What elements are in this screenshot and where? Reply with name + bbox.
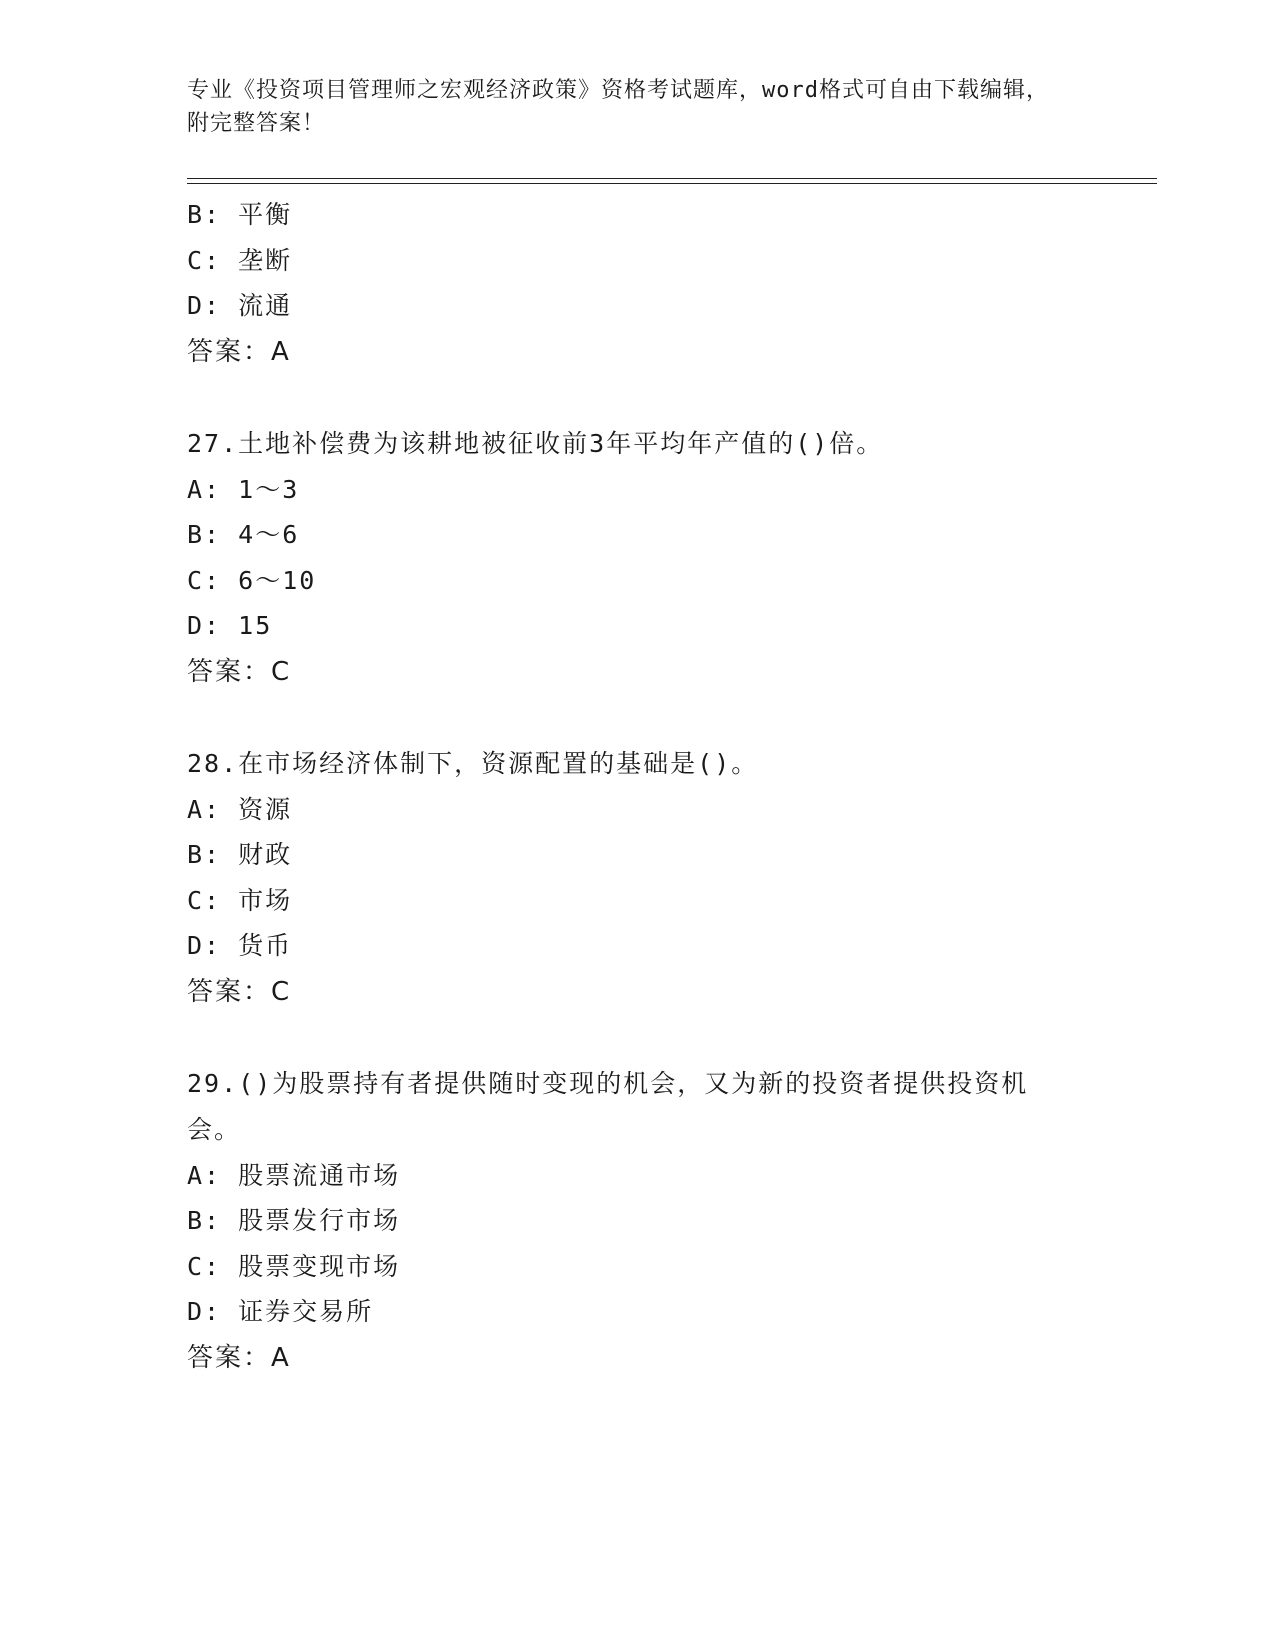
document-header <box>187 74 1067 140</box>
option-b: B: 财政 <box>187 840 293 869</box>
question-29 <box>187 1061 1087 1381</box>
option-c: C: 6～10 <box>187 565 317 595</box>
option-b: B: 平衡 <box>187 200 293 229</box>
spacer <box>187 1015 1087 1061</box>
answer-line: 答案：A <box>187 1342 291 1373</box>
question-title: 28.在市场经济体制下，资源配置的基础是()。 <box>187 748 759 778</box>
answer-line: 答案：A <box>187 336 291 367</box>
option-b: B: 股票发行市场 <box>187 1206 401 1235</box>
question-list <box>187 192 1087 1381</box>
question-title: 27.土地补偿费为该耕地被征收前3年平均年产值的()倍。 <box>187 428 884 458</box>
option-d: D: 流通 <box>187 291 293 320</box>
option-d: D: 15 <box>187 611 273 640</box>
question-27 <box>187 421 1087 695</box>
option-c: C: 垄断 <box>187 245 293 275</box>
spacer <box>187 375 1087 421</box>
option-d: D: 货币 <box>187 931 293 960</box>
option-c: C: 市场 <box>187 885 293 915</box>
header-divider-top <box>187 178 1157 179</box>
answer-line: 答案：C <box>187 976 292 1007</box>
spacer <box>187 695 1087 741</box>
option-a: A: 1～3 <box>187 474 300 504</box>
option-c: C: 股票变现市场 <box>187 1251 401 1281</box>
option-a: A: 股票流通市场 <box>187 1160 401 1190</box>
question-26-tail <box>187 192 1087 375</box>
answer-line: 答案：C <box>187 656 292 687</box>
option-d: D: 证券交易所 <box>187 1297 374 1326</box>
header-text: 专业《投资项目管理师之宏观经济政策》资格考试题库，word格式可自由下载编辑，附完整答案！ <box>187 78 1049 136</box>
header-divider-bottom <box>187 183 1157 184</box>
option-a: A: 资源 <box>187 794 293 824</box>
option-b: B: 4～6 <box>187 520 300 549</box>
question-28 <box>187 741 1087 1015</box>
question-title: 29.()为股票持有者提供随时变现的机会，又为新的投资者提供投资机会。 <box>187 1068 1029 1144</box>
